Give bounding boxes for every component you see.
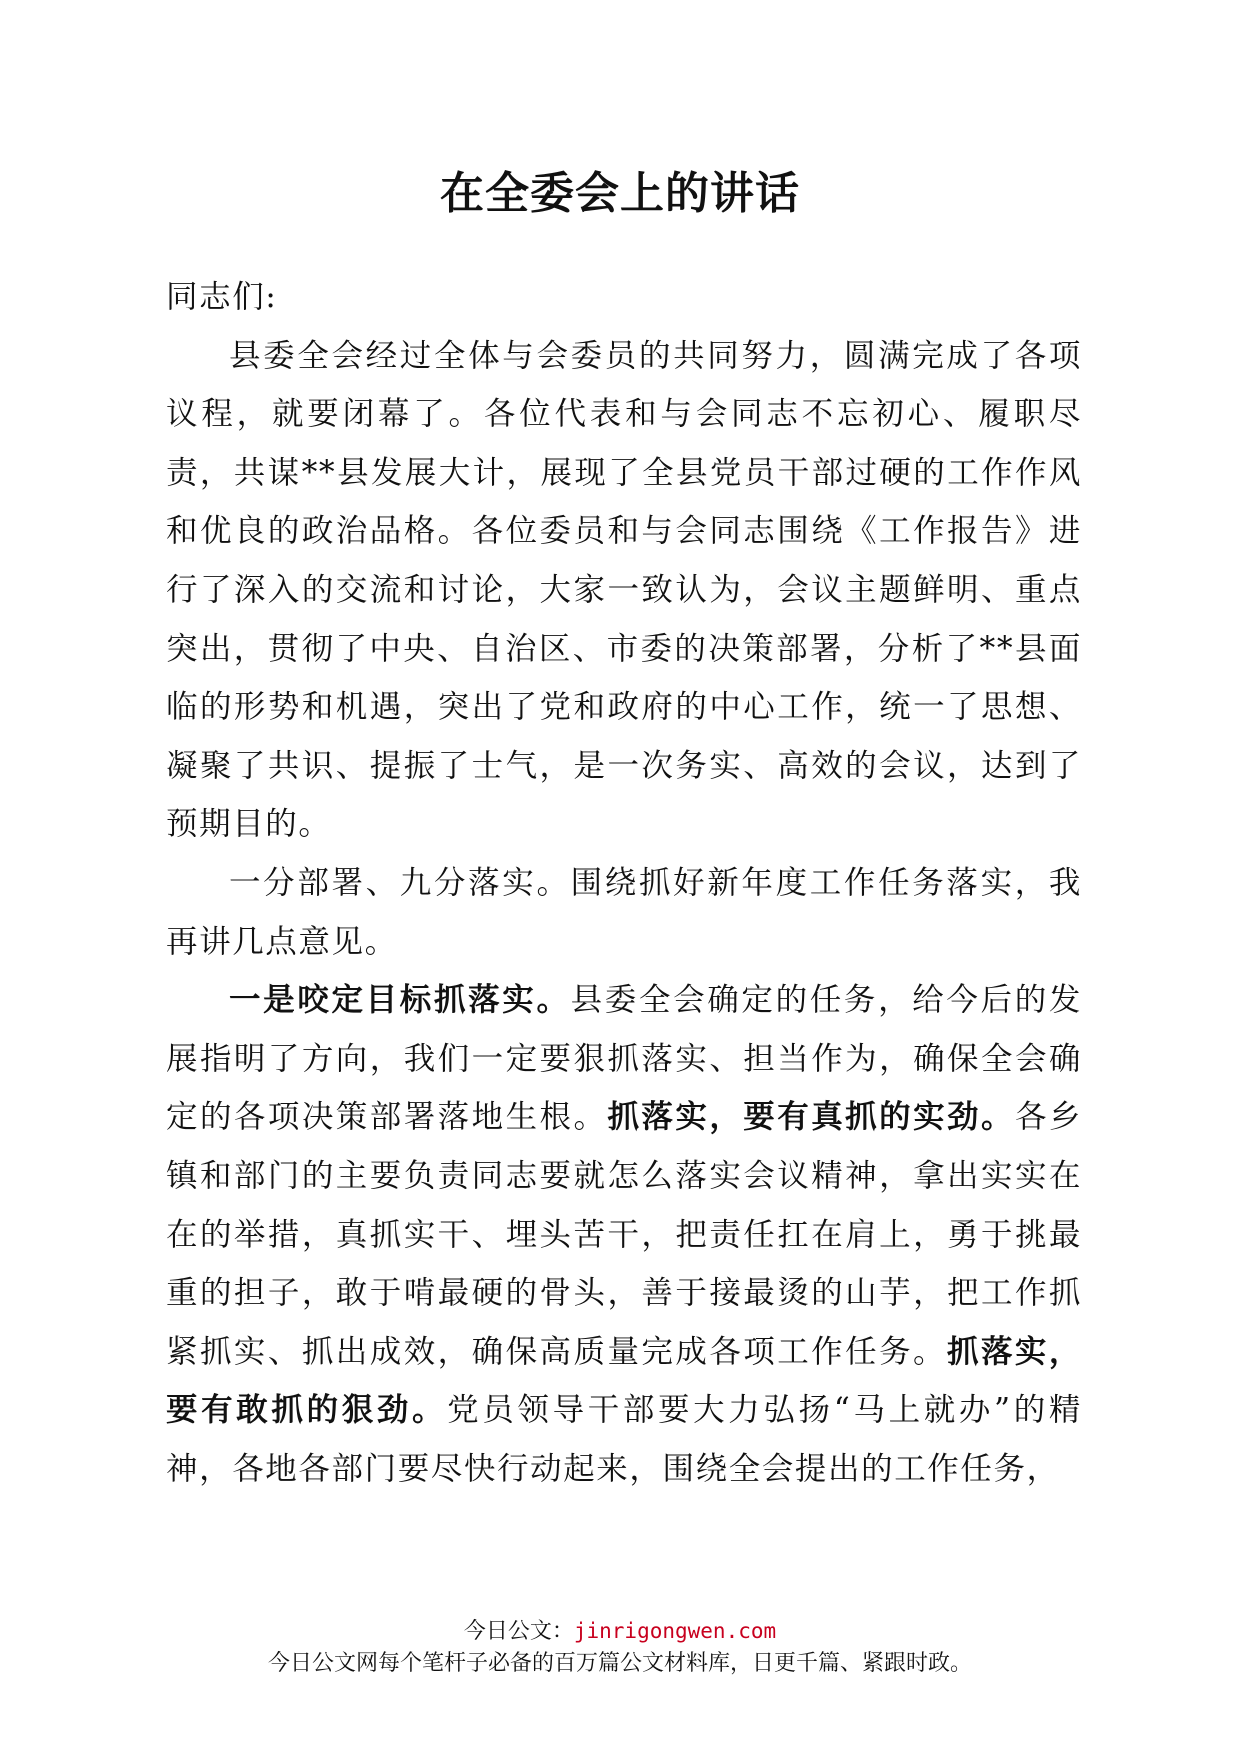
footer-label: 今日公文： [463, 1619, 574, 1644]
paragraph-3-text-3: 党员领导干部要大力弘扬“马上就办”的精神，各地各部门要尽快行动起来，围绕全会提出的工作任务， [166, 1392, 1082, 1487]
footer-site-link[interactable]: jinrigongwen.com [573, 1619, 777, 1643]
document-body [166, 268, 1082, 1498]
paragraph-3-bold-2: 抓落实，要有敢抓的狠劲。 [166, 1333, 1082, 1429]
paragraph-3-bold-1: 抓落实，要有真抓的实劲。 [607, 1099, 1015, 1136]
paragraph-3 [166, 971, 1082, 1498]
paragraph-3-heading: 一是咬定目标抓落实。 [229, 982, 571, 1019]
footer-site-line [0, 1615, 1240, 1648]
document-title: 在全委会上的讲话 [440, 168, 800, 219]
paragraph-1: 县委全会经过全体与会委员的共同努力，圆满完成了各项议程，就要闭幕了。各位代表和与会同志不忘初心、履职尽责，共谋**县发展大计，展现了全县党员干部过硬的工作作风和优良的政治品格。各位委员和与会同志围绕《工作报告》进行了深入的交流和讨论，大家一致认为，会议主题鲜明、重点突出，贯彻了中央、自治区、市委的决策部署，分析了**县面临的形势和机遇，突出了党和政府的中心工作，统一了思想、凝聚了共识、提振了士气，是一次务实、高效的会议，达到了预期目的。 [166, 337, 1082, 843]
footer-slogan: 今日公文网每个笔杆子必备的百万篇公文材料库，日更千篇、紧跟时政。 [267, 1651, 972, 1676]
footer [0, 1615, 1240, 1680]
paragraph-3-text-1: 县委全会确定的任务，给今后的发展指明了方向，我们一定要狠抓落实、担当作为，确保全会确定的各项决策部署落地生根。 [166, 982, 1082, 1136]
paragraph-2: 一分部署、九分落实。围绕抓好新年度工作任务落实，我再讲几点意见。 [166, 864, 1082, 960]
salutation: 同志们: [166, 279, 278, 315]
paragraph-3-text-2: 各乡镇和部门的主要负责同志要就怎么落实会议精神，拿出实实在在的举措，真抓实干、埋头苦干，把责任扛在肩上，勇于挑最重的担子，敢于啃最硬的骨头，善于接最烫的山芋，把工作抓紧抓实、抓出成效，确保高质量完成各项工作任务。 [166, 1099, 1083, 1370]
